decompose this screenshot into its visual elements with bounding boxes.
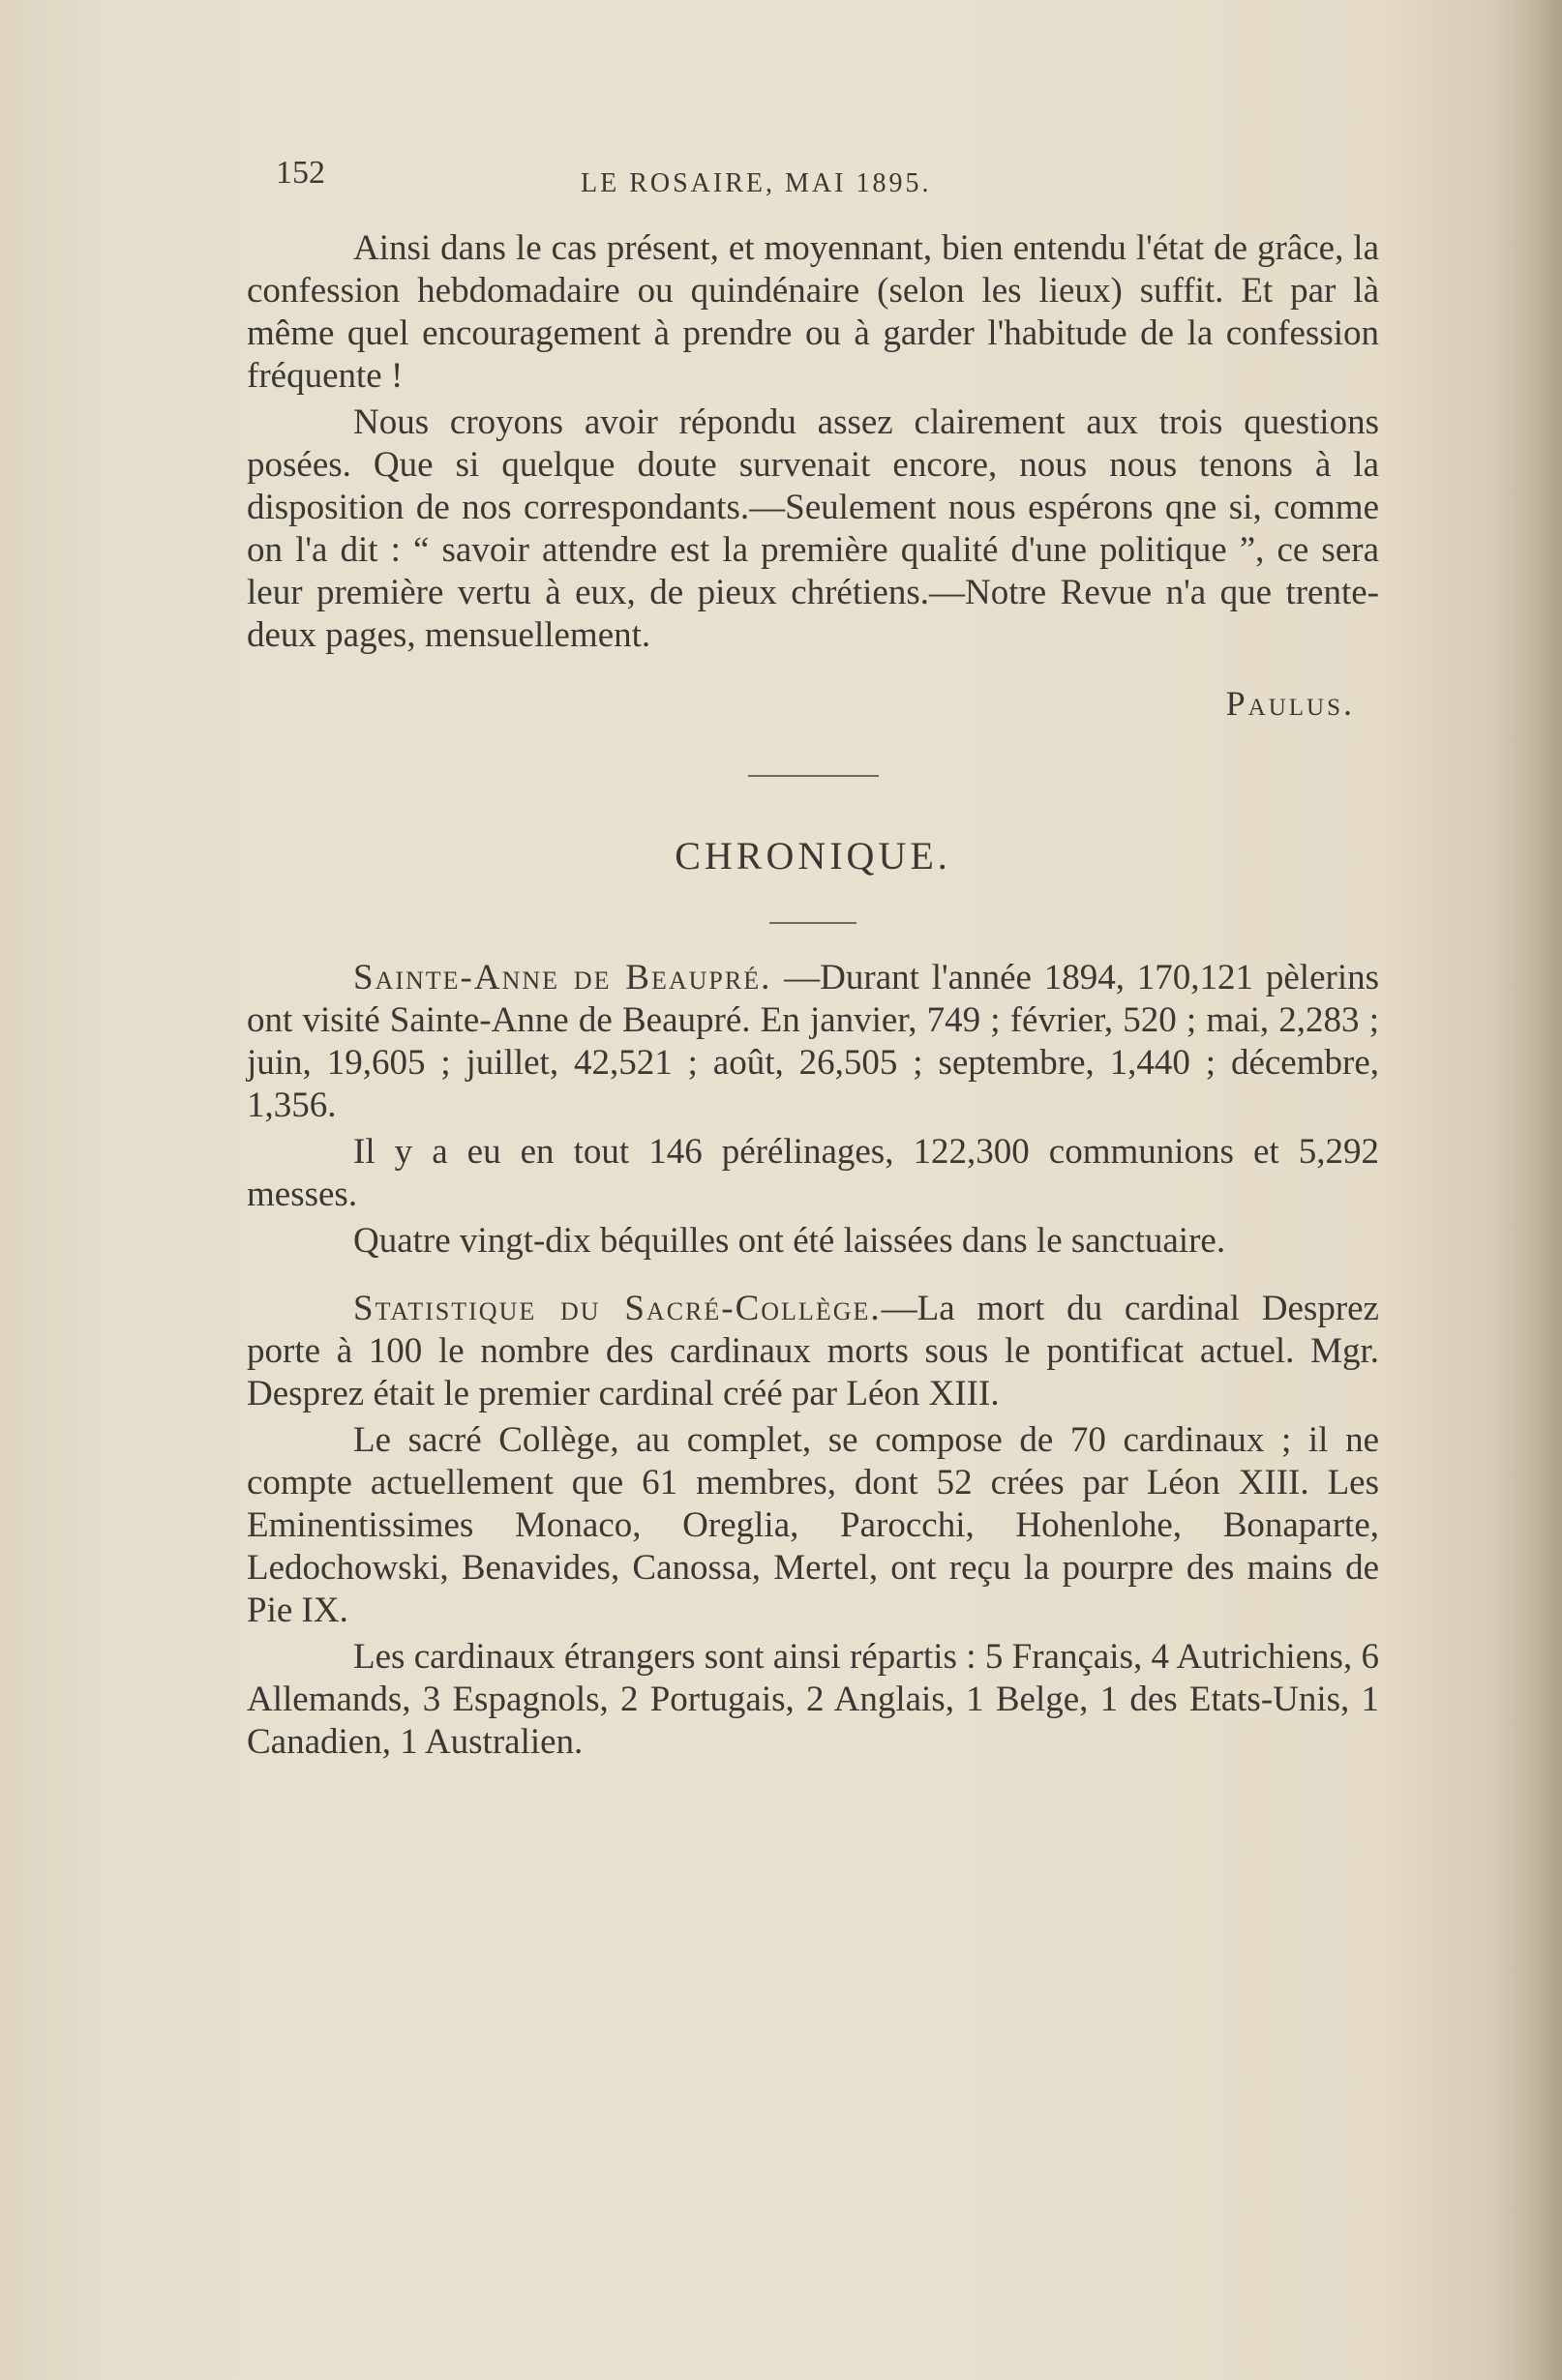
page-header — [247, 155, 1379, 213]
statistique-paragraph-3: Les cardinaux étrangers sont ainsi répartis : 5 Français, 4 Autrichiens, 6 Allemands, 3 Espagnols, 2 Portugais, 2 Anglais, 1 Belge, 1 des Etats-Unis, 1 Canadien, 1 Australien. — [247, 1637, 1379, 1762]
article-paragraph-2: Nous croyons avoir répondu assez clairement aux trois questions posées. Que si quelque doute survenait encore, nous nous tenons à la disposition de nos correspondants.—Seulement nous espérons qne si, comme on l'a dit : “ savoir attendre est la première qualité d'une politique ”, ce sera leur première vertu à eux, de pieux chrétiens.—Notre Revue n'a que trente-deux pages, mensuellement. — [247, 402, 1379, 655]
sainte-anne-heading: Sainte-Anne de Beaupré. — [353, 958, 772, 997]
section-divider-top — [748, 775, 879, 777]
sainte-anne-paragraph-3: Quatre vingt-dix béquilles ont été laissées dans le sanctuaire. — [353, 1221, 1226, 1261]
section-divider-bottom — [769, 922, 856, 924]
statistique-lead-text: —La mort du cardinal Desprez porte à 100 le nombre des cardinaux morts sous le pontificat actuel. Mgr. Desprez était le premier cardinal créé par Léon XIII. — [247, 1289, 1379, 1413]
chronique-title: CHRONIQUE. — [675, 834, 951, 878]
statistique-heading: Statistique du Sacré-Collège. — [353, 1289, 882, 1328]
page-content — [247, 227, 1379, 1768]
article-paragraph-1: Ainsi dans le cas présent, et moyennant, bien entendu l'état de grâce, la confession hebdomadaire ou quindénaire (selon les lieux) suffit. Et par là même quel encouragement à prendre ou à garder l'habitude de la confession fréquente ! — [247, 228, 1379, 396]
sainte-anne-paragraph-2: Il y a eu en tout 146 pérélinages, 122,300 communions et 5,292 messes. — [247, 1132, 1379, 1214]
statistique-paragraph-1 — [247, 1288, 1379, 1415]
statistique-paragraph-2: Le sacré Collège, au complet, se compose de 70 cardinaux ; il ne compte actuellement que 61 membres, dont 52 crées par Léon XIII. Les Eminentissimes Monaco, Oreglia, Parocchi, Hohenlohe, Bonaparte, Ledochowski, Benavides, Canossa, Mertel, ont reçu la pourpre des mains de Pie IX. — [247, 1420, 1379, 1630]
page-edge-shadow — [1494, 0, 1562, 2380]
page-number: 152 — [276, 155, 325, 191]
sainte-anne-paragraph-1 — [247, 957, 1379, 1127]
running-head: LE ROSAIRE, MAI 1895. — [581, 168, 932, 198]
chronique-section — [247, 957, 1379, 1764]
sainte-anne-lead-text: —Durant l'année 1894, 170,121 pèlerins ont visité Sainte-Anne de Beaupré. En janvier, 749 ; février, 520 ; mai, 2,283 ; juin, 19,605 ; juillet, 42,521 ; août, 26,505 ; septembre, 1,440 ; décembre, 1,356. — [247, 958, 1379, 1125]
article-signature: Paulus. — [1225, 684, 1355, 723]
